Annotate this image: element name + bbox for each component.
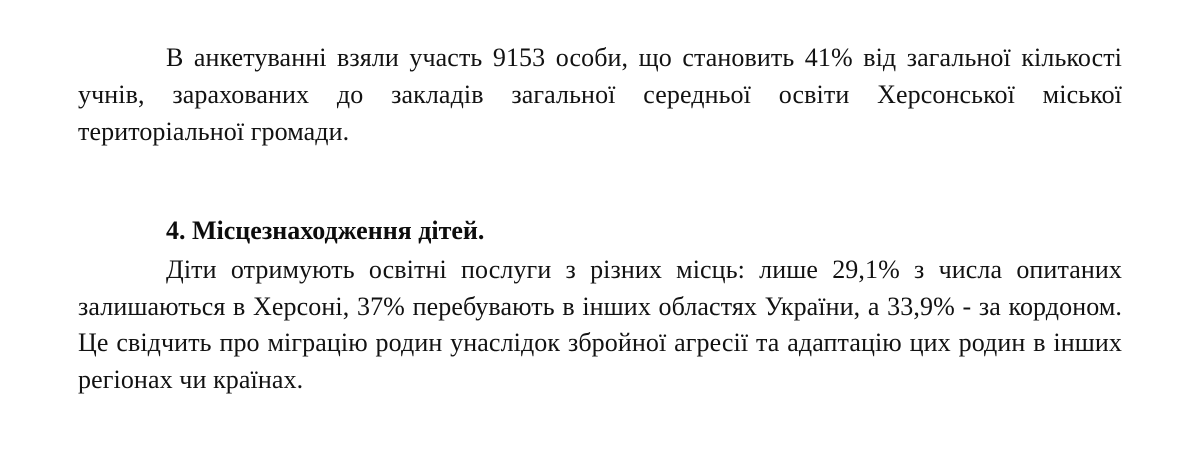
paragraph-survey-participation: В анкетуванні взяли участь 9153 особи, що становить 41% від загальної кількості учнів, зарахованих до закладів загальної середньої освіти Херсонської міської територіальної громади.: [78, 43, 1122, 146]
paragraph-location-of-children: Діти отримують освітні послуги з різних місць: лише 29,1% з числа опитаних залишаються в Херсоні, 37% перебувають в інших областях України, а 33,9% - за кордоном. Це свідчить про міграцію родин унаслідок збройної агресії та адаптацію цих родин в інших регіонах чи країнах.: [78, 254, 1122, 395]
section-spacer: [78, 151, 1122, 213]
section-heading-location-of-children: 4. Місцезнаходження дітей.: [166, 215, 485, 245]
